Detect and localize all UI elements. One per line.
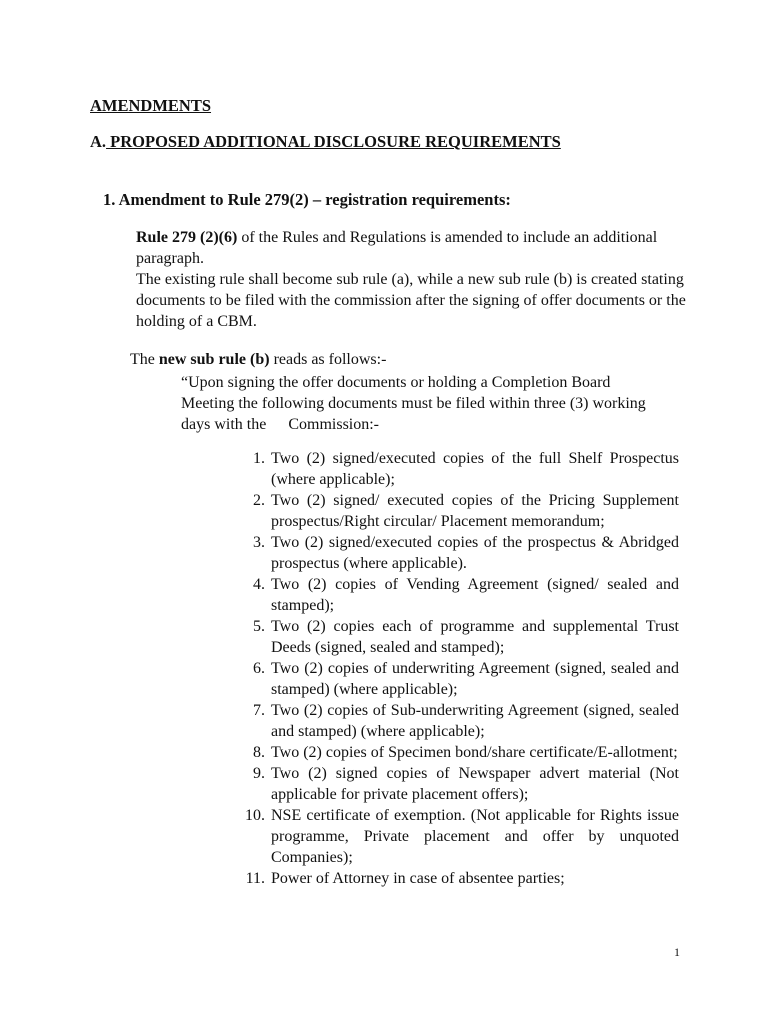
list-item [231, 490, 679, 532]
list-item [231, 700, 679, 742]
list-item [231, 532, 679, 574]
section-prefix: A. [90, 132, 107, 151]
rule-text: of the Rules and Regulations is amended to include an additional paragraph. [136, 229, 658, 267]
list-item [231, 448, 679, 490]
list-item-text: Two (2) copies of Specimen bond/share certificate/E-allotment; [271, 744, 678, 761]
section-title [90, 132, 561, 152]
subrule-intro [130, 351, 386, 369]
quote-commission: Commission:- [288, 416, 380, 433]
subrule-intro-bold: new sub rule (b) [158, 351, 270, 368]
list-item [231, 658, 679, 700]
list-item-number: 1. [253, 450, 265, 467]
list-item [231, 574, 679, 616]
document-list [231, 448, 679, 889]
list-item-number: 4. [253, 576, 265, 593]
list-item-number: 9. [253, 765, 265, 782]
list-item [231, 868, 679, 889]
list-item-text: Two (2) copies of Vending Agreement (signed/ sealed and stamped); [271, 576, 679, 614]
list-item-number: 2. [253, 492, 265, 509]
list-item [231, 763, 679, 805]
list-item-number: 3. [253, 534, 265, 551]
list-item-text: Two (2) signed/executed copies of the full Shelf Prospectus (where applicable); [271, 450, 679, 488]
list-item [231, 742, 679, 763]
section-title-text: PROPOSED ADDITIONAL DISCLOSURE REQUIREMENTS [106, 132, 561, 151]
list-item-text: Two (2) signed copies of Newspaper advert material (Not applicable for private placement offers); [271, 765, 679, 803]
list-item-text: Two (2) signed/executed copies of the prospectus & Abridged prospectus (where applicable). [271, 534, 679, 572]
list-item-number: 5. [253, 618, 265, 635]
list-item-number: 11. [245, 870, 265, 887]
list-item-number: 8. [253, 744, 265, 761]
document-heading: AMENDMENTS [90, 96, 212, 115]
list-item-text: Power of Attorney in case of absentee parties; [271, 870, 565, 887]
subrule-intro-post: reads as follows:- [269, 351, 387, 368]
list-item-text: Two (2) copies of Sub-underwriting Agreement (signed, sealed and stamped) (where applicable); [271, 702, 679, 740]
rule-reference: Rule 279 (2)(6) [136, 229, 238, 246]
list-item-text: Two (2) copies each of programme and supplemental Trust Deeds (signed, sealed and stamped); [271, 618, 679, 656]
rule-paragraph [136, 227, 696, 332]
list-item-number: 10. [245, 807, 265, 824]
list-item-number: 6. [253, 660, 265, 677]
list-item-text: Two (2) copies of underwriting Agreement (signed, sealed and stamped) (where applicable); [271, 660, 679, 698]
subsection-title: 1. Amendment to Rule 279(2) – registration requirements: [103, 190, 511, 209]
page-number: 1 [674, 945, 680, 959]
rule-text-continued: The existing rule shall become sub rule (a), while a new sub rule (b) is created stating documents to be filed with the commission after the signing of offer documents or the holding of a CBM. [136, 271, 686, 330]
subrule-intro-pre: The [130, 351, 159, 368]
quote-text: “Upon signing the offer documents or holding a Completion Board Meeting the following documents must be filed within three (3) working days with the [181, 374, 646, 433]
list-item [231, 805, 679, 868]
list-item-number: 7. [253, 702, 265, 719]
quoted-rule [181, 372, 661, 435]
list-item-text: Two (2) signed/ executed copies of the Pricing Supplement prospectus/Right circular/ Placement memorandum; [271, 492, 679, 530]
list-item-text: NSE certificate of exemption. (Not applicable for Rights issue programme, Private placement and offer by unquoted Companies); [271, 807, 679, 866]
list-item [231, 616, 679, 658]
